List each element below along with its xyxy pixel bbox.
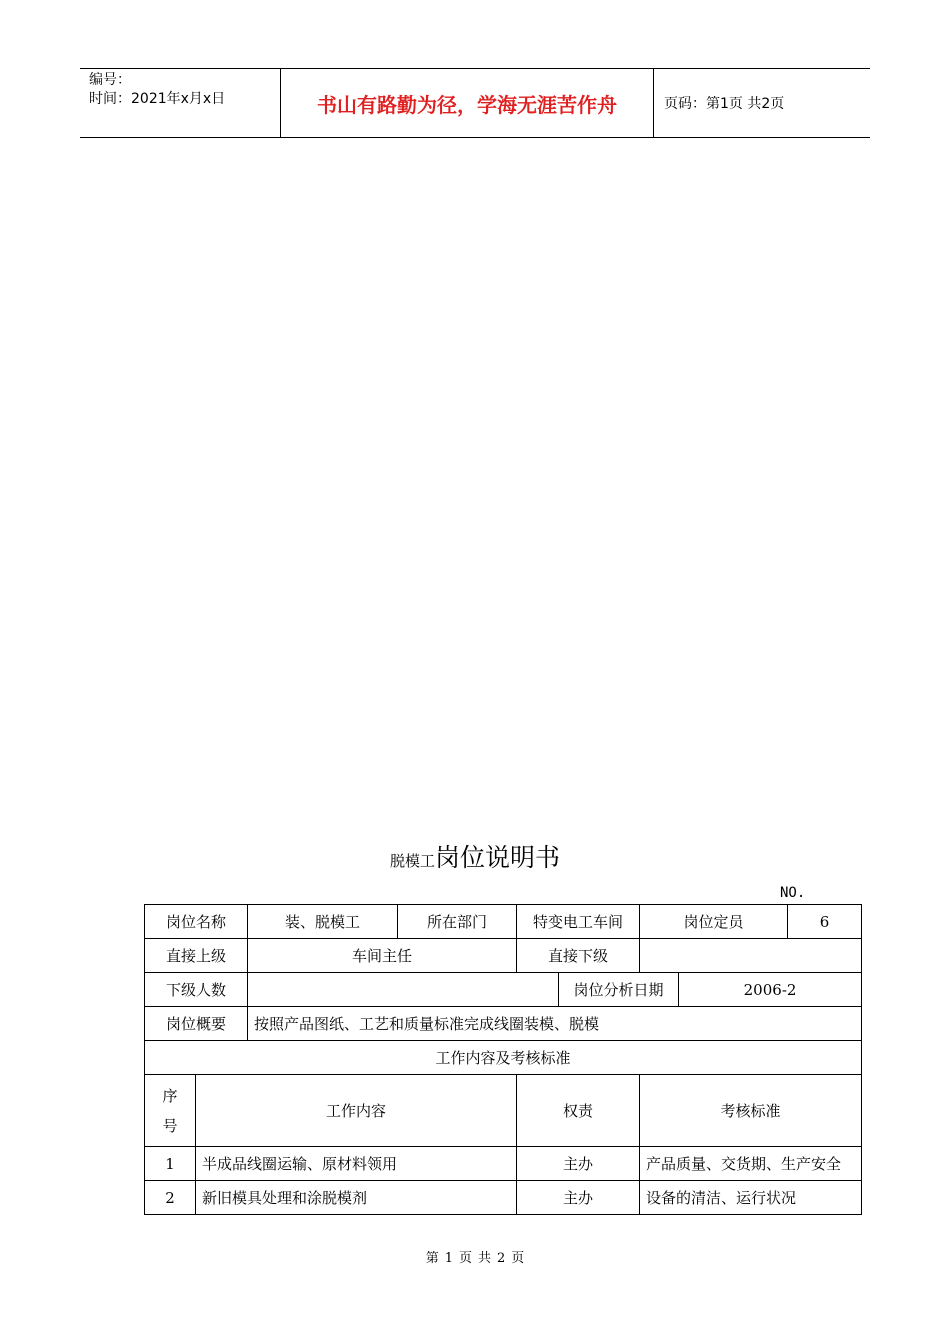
dept-value: 特变电工车间 bbox=[517, 905, 640, 939]
number-label: 编号： bbox=[89, 72, 131, 88]
job-description-table bbox=[144, 904, 862, 1215]
sub-count-label: 下级人数 bbox=[145, 973, 248, 1007]
row-standard: 设备的清洁、运行状况 bbox=[640, 1181, 862, 1215]
row-duty: 主办 bbox=[517, 1147, 640, 1181]
row-content: 新旧模具处理和涂脱模剂 bbox=[196, 1181, 517, 1215]
footer-text-a: 第 bbox=[425, 1251, 439, 1266]
subordinate-value bbox=[640, 939, 862, 973]
post-name-label: 岗位名称 bbox=[145, 905, 248, 939]
row-duty: 主办 bbox=[517, 1181, 640, 1215]
superior-label: 直接上级 bbox=[145, 939, 248, 973]
analysis-date-label: 岗位分析日期 bbox=[559, 973, 679, 1007]
header-motto: 书山有路勤为径，学海无涯苦作舟 bbox=[281, 69, 654, 137]
dept-label: 所在部门 bbox=[398, 905, 517, 939]
superior-value: 车间主任 bbox=[248, 939, 517, 973]
col-standard-header: 考核标准 bbox=[640, 1075, 862, 1147]
col-seq-line-1: 序 bbox=[162, 1086, 178, 1105]
quota-value: 6 bbox=[788, 905, 862, 939]
section-title: 工作内容及考核标准 bbox=[145, 1041, 862, 1075]
table-row bbox=[145, 1181, 862, 1215]
row-no: 2 bbox=[145, 1181, 196, 1215]
col-seq-line-2: 号 bbox=[162, 1116, 178, 1135]
summary-value: 按照产品图纸、工艺和质量标准完成线圈装模、脱模 bbox=[248, 1007, 862, 1041]
title-main: 岗位说明书 bbox=[435, 843, 561, 872]
sub-count-value bbox=[248, 973, 559, 1007]
page-footer bbox=[0, 1247, 950, 1266]
table-row bbox=[145, 1147, 862, 1181]
no-label: NO. bbox=[780, 885, 806, 901]
col-duty-header: 权责 bbox=[517, 1075, 640, 1147]
col-seq-header bbox=[145, 1075, 196, 1147]
time-label: 时间：2021年x月x日 bbox=[89, 91, 226, 107]
col-content-header: 工作内容 bbox=[196, 1075, 517, 1147]
footer-page-number: 1 bbox=[444, 1251, 453, 1266]
subordinate-label: 直接下级 bbox=[517, 939, 640, 973]
footer-text-c: 共 bbox=[478, 1251, 492, 1266]
row-no: 1 bbox=[145, 1147, 196, 1181]
footer-text-d: 页 bbox=[511, 1251, 525, 1266]
analysis-date-value: 2006-2 bbox=[679, 973, 862, 1007]
page-header bbox=[80, 68, 870, 138]
document-title bbox=[0, 838, 950, 874]
quota-label: 岗位定员 bbox=[640, 905, 788, 939]
title-prefix: 脱模工 bbox=[389, 852, 435, 870]
row-content: 半成品线圈运输、原材料领用 bbox=[196, 1147, 517, 1181]
footer-text-b: 页 bbox=[458, 1251, 472, 1266]
row-standard: 产品质量、交货期、生产安全 bbox=[640, 1147, 862, 1181]
header-meta bbox=[80, 69, 281, 137]
summary-label: 岗位概要 bbox=[145, 1007, 248, 1041]
header-page-label: 页码：第1页 共2页 bbox=[664, 96, 785, 112]
footer-total-pages: 2 bbox=[497, 1251, 506, 1266]
post-name-value: 装、脱模工 bbox=[248, 905, 398, 939]
